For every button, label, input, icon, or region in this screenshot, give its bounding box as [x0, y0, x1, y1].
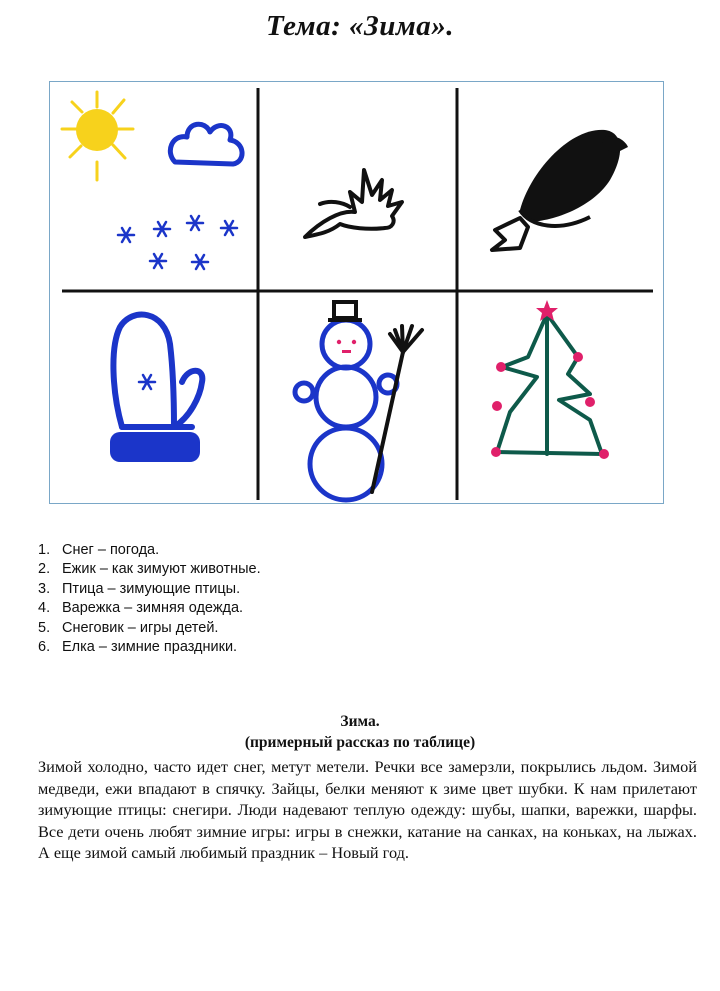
list-number: 3. — [38, 580, 51, 597]
list-item — [38, 619, 261, 638]
list-item — [38, 541, 261, 560]
list-item — [38, 560, 261, 579]
story-subtitle: (примерный рассказ по таблице) — [244, 734, 476, 751]
christmas-tree-icon — [497, 314, 602, 454]
list-text: Ежик – как зимуют животные. — [62, 561, 261, 578]
tree-ornaments — [491, 300, 609, 459]
picture-table — [49, 81, 664, 504]
list-number: 1. — [38, 542, 51, 558]
snowman-icon — [295, 320, 397, 500]
list-text: Снег – погода. — [62, 542, 160, 558]
mitten-icon — [113, 315, 202, 427]
list-text: Снеговик – игры детей. — [62, 619, 219, 636]
list-number: 5. — [38, 619, 51, 636]
cloud-icon — [170, 124, 242, 164]
list-item — [38, 638, 261, 657]
list-number: 2. — [38, 561, 51, 578]
story-title: Зима. — [340, 713, 380, 730]
picture-grid — [50, 82, 665, 505]
topic-list — [38, 541, 261, 657]
sun-icon — [62, 92, 133, 180]
snowflakes-icon — [118, 216, 237, 269]
broom-icon — [372, 326, 422, 492]
page-title: Тема: «Зима». — [265, 10, 455, 42]
list-item — [38, 580, 261, 599]
mitten-snowflake-icon — [139, 375, 155, 389]
bird-icon — [492, 130, 628, 250]
story-text: Зимой холодно, часто идет снег, метут метели. Речки все замерзли, покрылись льдом. Зимой медведи, ежи впадают в спячку. Зайцы, белки меняют к зиме цвет шубки. К нам прилетают зимующие птицы: снегири. Люди надевают теплую одежду: шубы, шапки, варежки, шарфы. Все дети очень любят зимние игры: игры в снежки, катание на санках, на коньках, на лыжах. А еще зимой самый любимый праздник – Новый год. — [38, 757, 697, 863]
list-number: 4. — [38, 600, 51, 617]
list-number: 6. — [38, 638, 51, 655]
list-item — [38, 599, 261, 618]
list-text: Птица – зимующие птицы. — [62, 580, 241, 597]
hedgehog-icon — [305, 170, 402, 237]
mitten-cuff — [110, 432, 200, 462]
list-text: Варежка – зимняя одежда. — [62, 600, 244, 617]
snowman-hat — [328, 302, 362, 320]
snowman-face — [337, 340, 356, 353]
list-text: Елка – зимние праздники. — [62, 638, 238, 655]
